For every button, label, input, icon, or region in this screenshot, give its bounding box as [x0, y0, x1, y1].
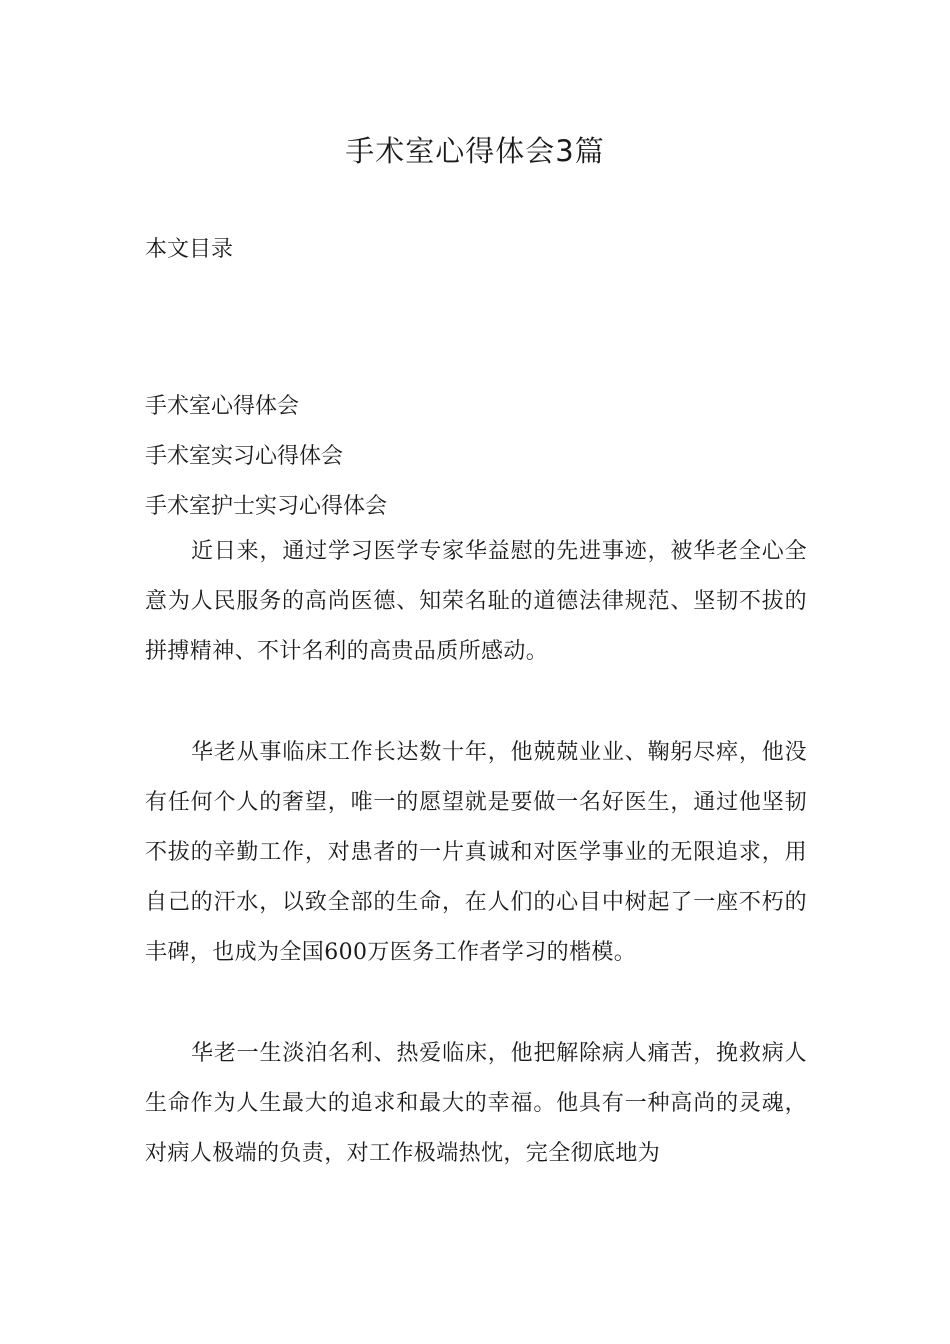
body-text — [145, 527, 807, 1230]
toc-item[interactable]: 手术室护士实习心得体会 — [145, 494, 388, 519]
paragraph: 近日来，通过学习医学专家华益慰的先进事迹，被华老全心全意为人民服务的高尚医德、知荣名耻的道德法律规范、坚韧不拔的拼搏精神、不计名利的高贵品质所感动。 — [145, 539, 807, 664]
table-of-contents — [145, 382, 387, 532]
toc-heading: 本文目录 — [145, 237, 234, 262]
paragraph: 华老一生淡泊名利、热爱临床，他把解除病人痛苦，挽救病人生命作为人生最大的追求和最大的幸福。他具有一种高尚的灵魂，对病人极端的负责，对工作极端热忱，完全彻底地为 — [145, 1041, 807, 1166]
toc-item[interactable]: 手术室实习心得体会 — [145, 444, 344, 469]
toc-item[interactable]: 手术室心得体会 — [145, 394, 300, 419]
paragraph: 华老从事临床工作长达数十年，他兢兢业业、鞠躬尽瘁，他没有任何个人的奢望，唯一的愿望就是要做一名好医生，通过他坚韧不拔的辛勤工作，对患者的一片真诚和对医学事业的无限追求，用自己的汗水，以致全部的生命，在人们的心目中树起了一座不朽的丰碑，也成为全国600万医务工作者学习的楷模。 — [145, 740, 807, 965]
document-title: 手术室心得体会3篇 — [345, 134, 605, 168]
